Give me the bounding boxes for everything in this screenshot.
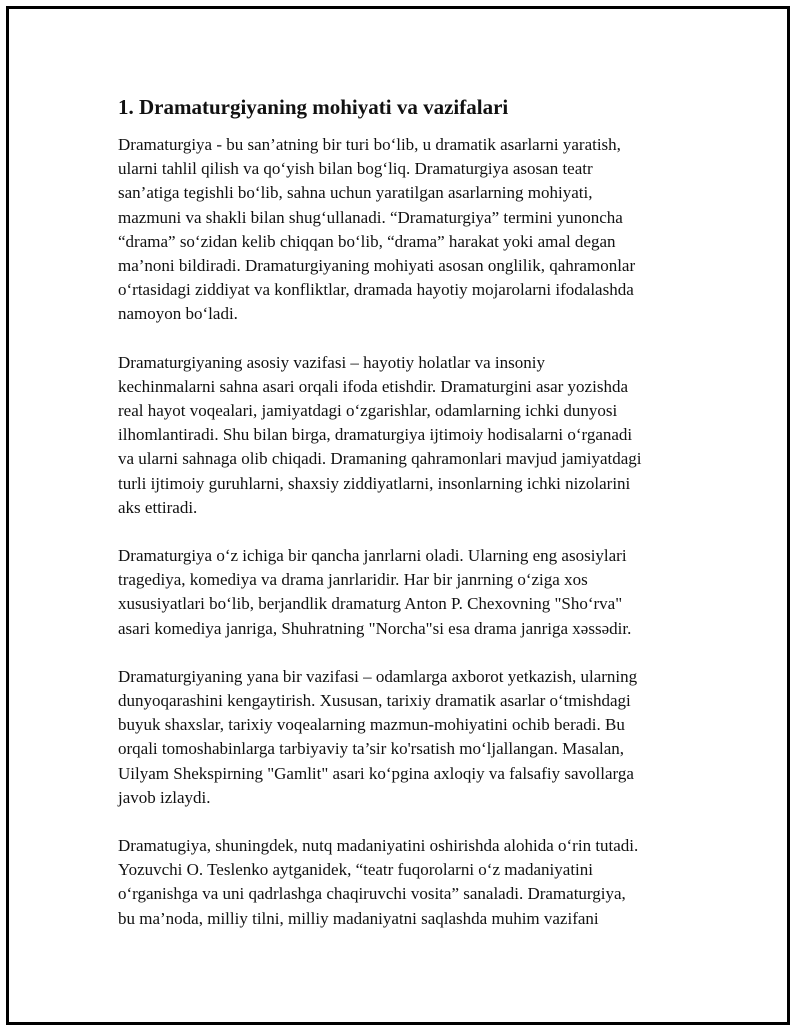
text-line: orqali tomoshabinlarga tarbiyaviy ta’sir ko'rsatish mo‘ljallangan. Masalan, xyxy=(118,739,625,759)
section-heading: 1. Dramaturgiyaning mohiyati va vazifalari xyxy=(118,95,509,119)
text-line: mazmuni va shakli bilan shug‘ullanadi. “Dramaturgiya” termini yunoncha xyxy=(118,207,623,227)
text-line: aks ettiradi. xyxy=(118,497,198,517)
document-body xyxy=(118,92,698,955)
text-line: namoyon bo‘ladi. xyxy=(118,304,238,324)
text-line: Dramaturgiya o‘z ichiga bir qancha janrlarni oladi. Ularning eng asosiylari xyxy=(118,546,627,566)
text-line: va ularni sahnaga olib chiqadi. Dramaning qahramonlari mavjud jamiyatdagi xyxy=(118,449,642,469)
text-line: Yozuvchi O. Teslenko aytganidek, “teatr fuqorolarni o‘z madaniyatini xyxy=(118,860,593,880)
text-line: o‘rganishga va uni qadrlashga chaqiruvchi vosita” sanaladi. Dramaturgiya, xyxy=(118,884,626,904)
text-line: “drama” so‘zidan kelib chiqqan bo‘lib, “drama” harakat yoki amal degan xyxy=(118,231,616,251)
text-line: turli ijtimoiy guruhlarni, shaxsiy ziddiyatlarni, insonlarning ichki nizolarini xyxy=(118,473,631,493)
text-line: xususiyatlari bo‘lib, berjandlik dramaturg Anton P. Chexovning "Sho‘rva" xyxy=(118,594,623,614)
paragraph-1 xyxy=(118,133,698,327)
text-line: asari komediya janriga, Shuhratning "Norcha"si esa drama janriga xəssədir. xyxy=(118,618,632,638)
text-line: o‘rtasidagi ziddiyat va konfliktlar, dramada hayotiy mojarolarni ifodalashda xyxy=(118,280,634,300)
text-line: ilhomlantiradi. Shu bilan birga, dramaturgiya ijtimoiy hodisalarni o‘rganadi xyxy=(118,425,633,445)
text-line: real hayot voqealari, jamiyatdagi o‘zgarishlar, odamlarning ichki dunyosi xyxy=(118,401,618,421)
text-line: Dramaturgiyaning asosiy vazifasi – hayotiy holatlar va insoniy xyxy=(118,352,545,372)
text-line: kechinmalarni sahna asari orqali ifoda etishdir. Dramaturgini asar yozishda xyxy=(118,376,628,396)
paragraph-3 xyxy=(118,544,698,641)
text-line: ularni tahlil qilish va qo‘yish bilan bog‘liq. Dramaturgiya asosan teatr xyxy=(118,159,593,179)
text-line: tragediya, komediya va drama janrlaridir. Har bir janrning o‘ziga xos xyxy=(118,570,588,590)
paragraph-4 xyxy=(118,665,698,810)
text-line: Dramatugiya, shuningdek, nutq madaniyatini oshirishda alohida o‘rin tutadi. xyxy=(118,836,639,856)
text-line: Dramaturgiya - bu san’atning bir turi bo‘lib, u dramatik asarlarni yaratish, xyxy=(118,135,621,154)
text-line: san’atiga tegishli bo‘lib, sahna uchun yaratilgan asarlarning mohiyati, xyxy=(118,183,593,203)
text-line: Dramaturgiyaning yana bir vazifasi – odamlarga axborot yetkazish, ularning xyxy=(118,666,638,686)
text-line: javob izlaydi. xyxy=(118,787,211,807)
text-line: buyuk shaxslar, tarixiy voqealarning mazmun-mohiyatini ochib beradi. Bu xyxy=(118,715,625,735)
text-line: dunyoqarashini kengaytirish. Xususan, tarixiy dramatik asarlar o‘tmishdagi xyxy=(118,691,631,711)
paragraph-5 xyxy=(118,834,698,931)
text-line: Uilyam Shekspirning "Gamlit" asari ko‘pgina axloqiy va falsafiy savollarga xyxy=(118,763,634,783)
text-line: bu ma’noda, milliy tilni, milliy madaniyatni saqlashda muhim vazifani xyxy=(118,908,599,928)
text-line: ma’noni bildiradi. Dramaturgiyaning mohiyati asosan onglilik, qahramonlar xyxy=(118,256,636,276)
paragraph-2 xyxy=(118,351,698,520)
